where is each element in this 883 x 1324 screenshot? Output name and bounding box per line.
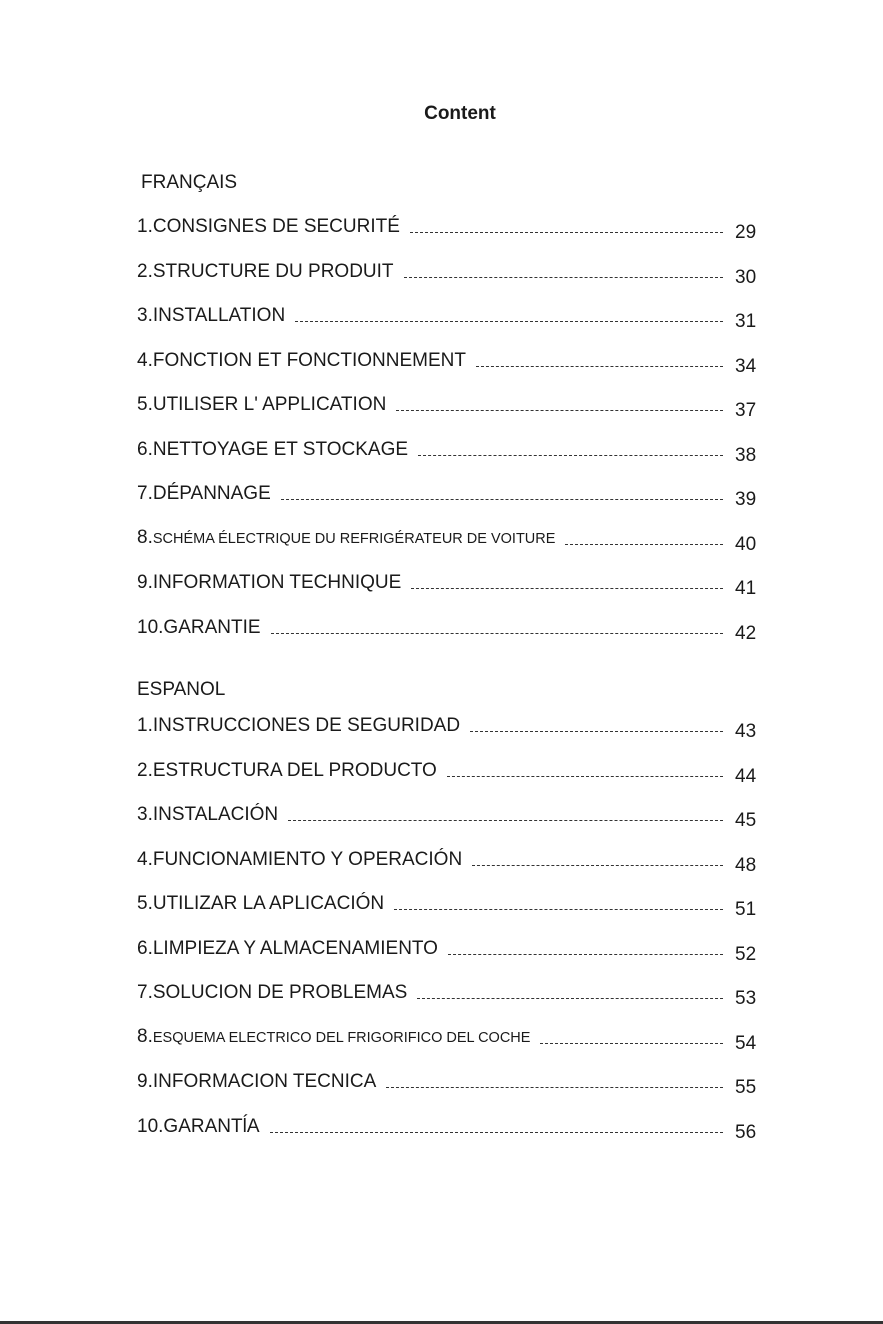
toc-entry-number: 7. [137,483,153,504]
toc-entry-label [137,216,400,238]
dot-leader [448,954,723,955]
toc-entry-title: UTILISER L' APPLICATION [152,394,387,415]
toc-page-number: 30 [735,267,757,288]
toc-entry-label [137,849,462,871]
dot-leader [394,909,723,910]
toc-entry-title: FUNCIONAMIENTO Y OPERACIÓN [152,849,463,870]
toc-entry-label [137,804,278,826]
toc-entry-title: INFORMATION TECHNIQUE [152,572,402,593]
toc-entry-number: 3. [137,804,153,825]
toc-page-number: 52 [735,944,757,965]
toc-entry-label [137,527,555,550]
page-title: Content [424,103,496,124]
toc-entry-title: CONSIGNES DE SECURITÉ [152,216,400,237]
section-heading: FRANÇAIS [141,172,238,193]
dot-leader [404,277,723,278]
toc-entry-label [137,715,460,737]
dot-leader [476,366,723,367]
dot-leader [295,321,723,322]
toc-entry-label [137,982,407,1004]
toc-entry [137,980,761,1009]
dot-leader [410,232,723,233]
dot-leader [417,998,723,999]
toc-entry-number: 8. [137,527,153,548]
toc-page-number: 44 [735,766,757,787]
dot-leader [470,731,723,732]
toc-entry-number: 2. [137,760,153,781]
toc-entry-label [137,938,438,960]
toc-entry-title: ESQUEMA ELECTRICO DEL FRIGORIFICO DEL COCHE [152,1030,531,1046]
toc-entry-title: UTILIZAR LA APLICACIÓN [152,893,385,914]
toc-entry-title: GARANTIE [163,617,261,638]
toc-page-number: 40 [735,534,757,555]
dot-leader [270,1132,724,1133]
dot-leader [565,544,723,545]
dot-leader [447,776,723,777]
toc-page-number: 31 [735,311,757,332]
toc-entry [137,615,761,644]
toc-entry-number: 9. [137,572,153,593]
toc-entry-number: 1. [137,715,153,736]
toc-entry-label [137,760,437,782]
toc-entry [137,758,761,787]
dot-leader [288,820,723,821]
toc-entry [137,713,761,742]
section-heading: ESPANOL [137,679,226,700]
toc-entry-title: DÉPANNAGE [152,483,271,504]
toc-entry [137,437,761,466]
toc-entry-title: ESTRUCTURA DEL PRODUCTO [152,760,437,781]
toc-entry-number: 6. [137,938,153,959]
toc-entry [137,891,761,920]
toc-entry-number: 10. [137,617,164,638]
toc-page-number: 53 [735,988,757,1009]
toc-entry-number: 2. [137,261,153,282]
dot-leader [281,499,723,500]
toc-entry-number: 1. [137,216,153,237]
toc-entry-label [137,394,386,416]
toc-entry-number: 4. [137,849,153,870]
toc-entry [137,1025,761,1054]
toc-entry-title: INFORMACION TECNICA [152,1071,377,1092]
dot-leader [396,410,723,411]
toc-entry-title: SOLUCION DE PROBLEMAS [152,982,408,1003]
toc-entry-number: 5. [137,893,153,914]
toc-entry-title: INSTALACIÓN [152,804,279,825]
dot-leader [472,865,723,866]
toc-entry [137,303,761,332]
toc-entry-number: 9. [137,1071,153,1092]
toc-page-number: 45 [735,810,757,831]
toc-entry-title: FONCTION ET FONCTIONNEMENT [152,350,466,371]
toc-entry-label [137,483,271,505]
toc-page-number: 43 [735,721,757,742]
toc-entry [137,392,761,421]
toc-entry [137,1114,761,1143]
toc-entry-title: GARANTĺA [163,1116,260,1137]
toc-entry-title: NETTOYAGE ET STOCKAGE [152,439,409,460]
toc-entry-number: 5. [137,394,153,415]
toc-page-number: 29 [735,222,757,243]
toc-entry [137,847,761,876]
dot-leader [386,1087,723,1088]
toc-entry-label [137,572,401,594]
toc-entry [137,526,761,555]
toc-entry-number: 6. [137,439,153,460]
toc-page-number: 48 [735,855,757,876]
toc-entry-number: 7. [137,982,153,1003]
toc-entry-label [137,261,394,283]
toc-page-number: 51 [735,899,757,920]
dot-leader [411,588,723,589]
toc-entry-label [137,305,285,327]
toc-page-number: 38 [735,445,757,466]
toc-entry-number: 10. [137,1116,164,1137]
toc-entry [137,481,761,510]
toc-entry [137,570,761,599]
toc-page-number: 39 [735,489,757,510]
dot-leader [540,1043,723,1044]
toc-page-number: 56 [735,1122,757,1143]
toc-page-number: 37 [735,400,757,421]
toc-entry-title: LIMPIEZA Y ALMACENAMIENTO [152,938,438,959]
dot-leader [271,633,723,634]
toc-entry [137,802,761,831]
toc-entry-label [137,350,466,372]
toc-entry-title: SCHÉMA ÉLECTRIQUE DU REFRIGÉRATEUR DE VOITURE [152,531,556,547]
toc-entry-title: INSTRUCCIONES DE SEGURIDAD [152,715,461,736]
toc-entry-label [137,1116,260,1138]
toc-page-number: 34 [735,356,757,377]
toc-entry-title: INSTALLATION [152,305,286,326]
toc-entry [137,259,761,288]
toc-entry-label [137,1071,376,1093]
toc-entry-label [137,617,261,639]
toc-page-number: 41 [735,578,757,599]
toc-entry-title: STRUCTURE DU PRODUIT [152,261,394,282]
toc-entry-number: 8. [137,1026,153,1047]
toc-entry [137,1069,761,1098]
toc-page-number: 54 [735,1033,757,1054]
dot-leader [418,455,723,456]
toc-entry-number: 4. [137,350,153,371]
toc-entry [137,936,761,965]
toc-page-number: 55 [735,1077,757,1098]
toc-entry-label [137,439,408,461]
toc-entry [137,214,761,243]
toc-entry-number: 3. [137,305,153,326]
toc-page-number: 42 [735,623,757,644]
toc-entry [137,348,761,377]
toc-entry-label [137,1026,530,1049]
toc-entry-label [137,893,384,915]
